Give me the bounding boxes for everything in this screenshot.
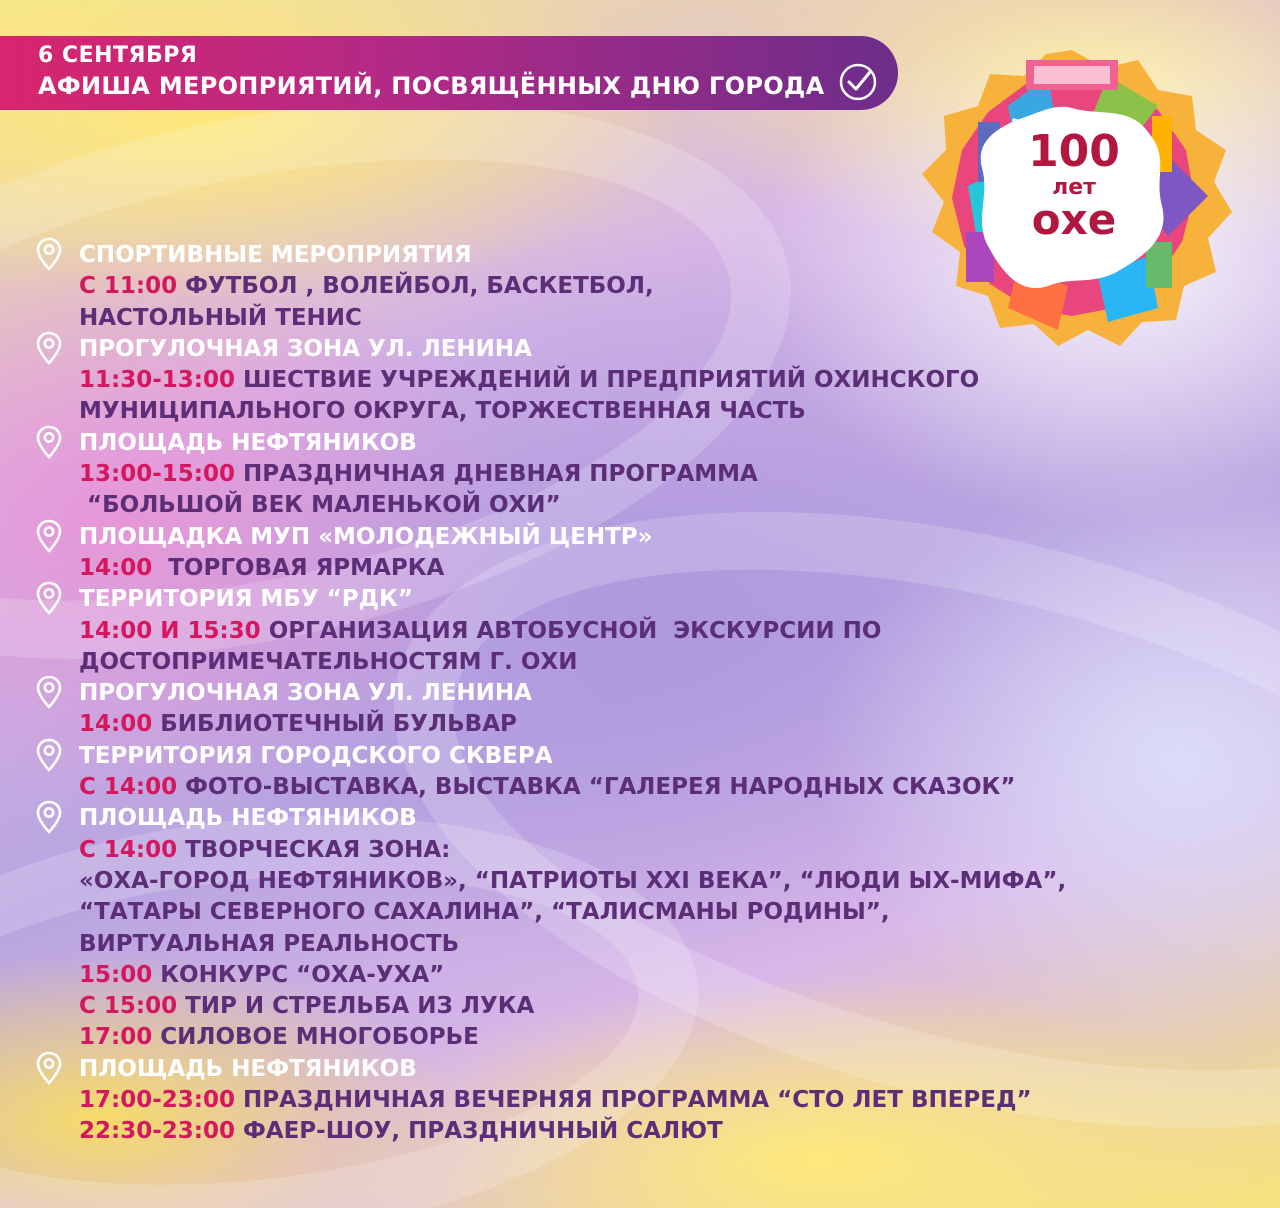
venue-name: ПЛОЩАДЬ НЕФТЯНИКОВ — [79, 429, 417, 456]
event-line — [34, 960, 1174, 991]
event-line — [34, 1116, 1174, 1147]
logo-word-city: охе — [1031, 195, 1117, 244]
logo-banner: ОХА — [1000, 115, 1024, 142]
location-pin-icon — [34, 674, 64, 710]
event-line — [34, 616, 1174, 647]
event-line-continued — [34, 647, 1174, 678]
event-text: ФОТО-ВЫСТАВКА, ВЫСТАВКА “ГАЛЕРЕЯ НАРОДНЫХ СКАЗОК” — [177, 774, 1016, 801]
event-time: 17:00-23:00 — [79, 1087, 235, 1114]
event-line-continued — [34, 396, 1174, 427]
event-line — [34, 459, 1174, 490]
venue-name: ПЛОЩАДЬ НЕФТЯНИКОВ — [79, 805, 417, 832]
venue-heading — [34, 428, 1174, 459]
event-line — [34, 271, 1174, 302]
check-circle-icon — [838, 62, 878, 102]
event-line — [34, 365, 1174, 396]
event-line — [34, 1022, 1174, 1053]
event-time: 11:30-13:00 — [79, 367, 235, 394]
event-program — [34, 240, 1174, 1148]
event-text: МУНИЦИПАЛЬНОГО ОКРУГА, ТОРЖЕСТВЕННАЯ ЧАСТЬ — [79, 398, 806, 425]
event-time: 14:00 — [79, 554, 153, 581]
event-text: СИЛОВОЕ МНОГОБОРЬЕ — [152, 1024, 479, 1051]
event-line-continued — [34, 866, 1174, 897]
venue-heading — [34, 678, 1174, 709]
event-line-continued — [34, 897, 1174, 928]
venue-name: ПРОГУЛОЧНАЯ ЗОНА УЛ. ЛЕНИНА — [79, 335, 532, 362]
venue-heading — [34, 1054, 1174, 1085]
event-time: 17:00 — [79, 1024, 153, 1051]
venue-heading — [34, 334, 1174, 365]
event-time: 13:00-15:00 — [79, 461, 235, 488]
event-text: ПРАЗДНИЧНАЯ ДНЕВНАЯ ПРОГРАММА — [234, 461, 758, 488]
event-line — [34, 1085, 1174, 1116]
header-banner — [0, 36, 898, 110]
venue-heading — [34, 803, 1174, 834]
location-pin-icon — [34, 737, 64, 773]
venue-name: ПРОГУЛОЧНАЯ ЗОНА УЛ. ЛЕНИНА — [79, 680, 532, 707]
event-time: 15:00 — [79, 961, 153, 988]
event-text: ТИР И СТРЕЛЬБА ИЗ ЛУКА — [177, 993, 535, 1020]
page-title: АФИША МЕРОПРИЯТИЙ, ПОСВЯЩЁННЫХ ДНЮ ГОРОДА — [38, 72, 825, 100]
event-time: 22:30-23:00 — [79, 1118, 235, 1145]
location-pin-icon — [34, 424, 64, 460]
event-time: 14:00 И 15:30 — [79, 617, 261, 644]
location-pin-icon — [34, 799, 64, 835]
venue-heading — [34, 240, 1174, 271]
title-row — [38, 70, 898, 102]
venue-heading — [34, 522, 1174, 553]
event-line — [34, 553, 1174, 584]
event-time: С 15:00 — [79, 993, 178, 1020]
event-text: “БОЛЬШОЙ ВЕК МАЛЕНЬКОЙ ОХИ” — [79, 492, 561, 519]
location-pin-icon — [34, 518, 64, 554]
event-line — [34, 772, 1174, 803]
event-time: С 14:00 — [79, 836, 178, 863]
event-text: ОРГАНИЗАЦИЯ АВТОБУСНОЙ ЭКСКУРСИИ ПО — [260, 617, 882, 644]
venue-name: ПЛОЩАДЬ НЕФТЯНИКОВ — [79, 1055, 417, 1082]
location-pin-icon — [34, 330, 64, 366]
event-line-continued — [34, 490, 1174, 521]
event-text: ВИРТУАЛЬНАЯ РЕАЛЬНОСТЬ — [79, 930, 460, 957]
event-text: ТОРГОВАЯ ЯРМАРКА — [152, 554, 445, 581]
event-text: ДОСТОПРИМЕЧАТЕЛЬНОСТЯМ Г. ОХИ — [79, 648, 578, 675]
venue-name: ТЕРРИТОРИЯ МБУ “РДК” — [79, 586, 413, 613]
event-time: С 14:00 — [79, 774, 178, 801]
event-text: ПРАЗДНИЧНАЯ ВЕЧЕРНЯЯ ПРОГРАММА “СТО ЛЕТ ВПЕРЕД” — [234, 1087, 1032, 1114]
event-text: БИБЛИОТЕЧНЫЙ БУЛЬВАР — [152, 711, 517, 738]
location-pin-icon — [34, 1050, 64, 1086]
logo-word-years: лет — [1052, 175, 1096, 200]
event-time: С 11:00 — [79, 273, 178, 300]
event-text: ТВОРЧЕСКАЯ ЗОНА: — [177, 836, 451, 863]
venue-heading — [34, 584, 1174, 615]
event-text: ФУТБОЛ , ВОЛЕЙБОЛ, БАСКЕТБОЛ, — [177, 273, 654, 300]
location-pin-icon — [34, 236, 64, 272]
event-text: ШЕСТВИЕ УЧРЕЖДЕНИЙ И ПРЕДПРИЯТИЙ ОХИНСКОГО — [234, 367, 980, 394]
venue-name: ТЕРРИТОРИЯ ГОРОДСКОГО СКВЕРА — [79, 742, 553, 769]
event-line-continued — [34, 929, 1174, 960]
event-text: ФАЕР-ШОУ, ПРАЗДНИЧНЫЙ САЛЮТ — [234, 1118, 723, 1145]
event-time: 14:00 — [79, 711, 153, 738]
logo-number: 100 — [1028, 126, 1120, 177]
event-text: “ТАТАРЫ СЕВЕРНОГО САХАЛИНА”, “ТАЛИСМАНЫ РОДИНЫ”, — [79, 899, 890, 926]
venue-name: СПОРТИВНЫЕ МЕРОПРИЯТИЯ — [79, 242, 472, 268]
event-line — [34, 709, 1174, 740]
event-line — [34, 991, 1174, 1022]
venue-heading — [34, 741, 1174, 772]
event-date: 6 СЕНТЯБРЯ — [38, 43, 198, 68]
location-pin-icon — [34, 580, 64, 616]
event-line — [34, 835, 1174, 866]
venue-name: ПЛОЩАДКА МУП «МОЛОДЕЖНЫЙ ЦЕНТР» — [79, 523, 653, 550]
event-text: «ОХА-ГОРОД НЕФТЯНИКОВ», “ПАТРИОТЫ XXI ВЕКА”, “ЛЮДИ ЫХ-МИФА”, — [79, 867, 1067, 894]
event-line-continued — [34, 303, 1174, 334]
event-text: КОНКУРС “ОХА-УХА” — [152, 961, 445, 988]
event-text: НАСТОЛЬНЫЙ ТЕНИС — [79, 304, 362, 331]
